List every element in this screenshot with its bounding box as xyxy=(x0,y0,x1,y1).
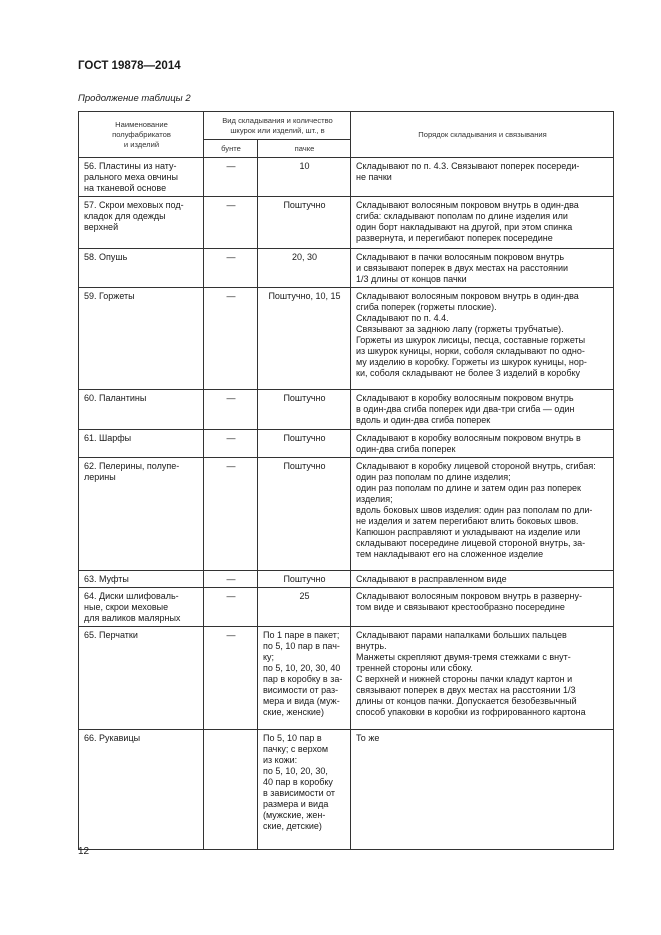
cell-pack-line: 20, 30 xyxy=(291,252,318,262)
cell-pack-line: По 5, 10 пар в xyxy=(263,733,322,743)
cell-order-line: один борт накладывают на другой, при этом спинка xyxy=(356,222,573,232)
cell-order-line: С верхней и нижней стороны пачки кладут картон и xyxy=(356,674,573,684)
cell-pack-line: (мужские, жен- xyxy=(263,810,326,820)
cell-name-line: 60. Палантины xyxy=(84,393,147,403)
cell-order-line: Складывают парами напалками больших пальцев xyxy=(356,630,567,640)
cell-name-line: 56. Пластины из нату- xyxy=(84,161,177,171)
cell-bundle: — xyxy=(204,430,258,458)
cell-name xyxy=(79,627,204,730)
cell-order xyxy=(351,390,614,430)
cell-pack-line: висимости от раз- xyxy=(263,685,339,695)
cell-order-line: развернута, и перегибают поперек посередине xyxy=(356,233,553,243)
cell-bundle: — xyxy=(204,158,258,197)
cell-pack-line: Поштучно, 10, 15 xyxy=(268,291,341,301)
cell-order-line: 1/3 длины от концов пачки xyxy=(356,274,467,284)
cell-order xyxy=(351,158,614,197)
cell-order xyxy=(351,430,614,458)
cell-name xyxy=(79,571,204,588)
table-row xyxy=(79,571,614,588)
cell-pack-line: в зависимости от xyxy=(263,788,336,798)
cell-name-line: 66. Рукавицы xyxy=(84,733,141,743)
cell-order-line: и связывают поперек в двух местах на расстоянии xyxy=(356,263,569,273)
cell-pack-line: По 1 паре в пакет; xyxy=(263,630,340,640)
cell-order-line: Складывают волосяным покровом внутрь в один-два xyxy=(356,200,579,210)
cell-pack-line: ку; xyxy=(263,652,275,662)
cell-name-line: лерины xyxy=(84,472,116,482)
cell-order-line: один раз пополам по длине и затем один раз поперек xyxy=(356,483,581,493)
header-name: Наименование полуфабрикатов и изделий xyxy=(79,112,204,158)
cell-name-line: 61. Шарфы xyxy=(84,433,132,443)
cell-name-line: рального меха овчины xyxy=(84,172,178,182)
cell-name-line: кладок для одежды xyxy=(84,211,166,221)
cell-pack-line: Поштучно xyxy=(283,200,326,210)
cell-pack-line: мера и вида (муж- xyxy=(263,696,340,706)
cell-order-line: складывают посередине лицевой стороной внутрь, за- xyxy=(356,538,586,548)
cell-name-line: 65. Перчатки xyxy=(84,630,138,640)
table-row xyxy=(79,627,614,730)
document-code: ГОСТ 19878—2014 xyxy=(78,60,181,72)
header-pack: пачке xyxy=(258,140,351,158)
cell-bundle: — xyxy=(204,627,258,730)
cell-order-line: из шкурок куницы, норки, соболя складывают по одно- xyxy=(356,346,585,356)
table-caption: Продолжение таблицы 2 xyxy=(78,93,191,104)
cell-pack xyxy=(258,571,351,588)
cell-bundle: — xyxy=(204,249,258,288)
cell-order xyxy=(351,571,614,588)
cell-pack-line: Поштучно xyxy=(283,433,326,443)
cell-order-line: связывают поперек в двух местах на расстоянии 1/3 xyxy=(356,685,576,695)
cell-pack-line: по 5, 10, 20, 30, 40 xyxy=(263,663,341,673)
cell-pack-line: 25 xyxy=(299,591,310,601)
cell-order-line: Капюшон расправляют и укладывают на изделие или xyxy=(356,527,581,537)
cell-order xyxy=(351,458,614,571)
cell-order-line: длины от концов пачки. Допускается безобезвычный xyxy=(356,696,577,706)
cell-pack-line: по 5, 10, 20, 30, xyxy=(263,766,328,776)
cell-pack xyxy=(258,730,351,850)
cell-order xyxy=(351,249,614,288)
cell-name-line: на тканевой основе xyxy=(84,183,167,193)
cell-bundle xyxy=(204,730,258,850)
cell-order xyxy=(351,730,614,850)
cell-name-line: для валиков малярных xyxy=(84,613,181,623)
cell-name xyxy=(79,430,204,458)
cell-name xyxy=(79,588,204,627)
cell-order-line: му изделию в коробку. Горжеты из шкурок куницы, нор- xyxy=(356,357,587,367)
cell-order-line: вдоль и один-два сгиба поперек xyxy=(356,415,491,425)
table-row xyxy=(79,730,614,850)
cell-order-line: Складывают волосяным покровом внутрь в разверну- xyxy=(356,591,582,601)
cell-order-line: в один-два сгиба поперек иди два-три сгиба — один xyxy=(356,404,575,414)
cell-name-line: ные, скрои меховые xyxy=(84,602,169,612)
cell-pack-line: Поштучно xyxy=(283,393,326,403)
cell-pack xyxy=(258,249,351,288)
cell-bundle: — xyxy=(204,390,258,430)
cell-order-line: Складывают в коробку лицевой стороной внутрь, сгибая: xyxy=(356,461,596,471)
table-row xyxy=(79,197,614,249)
cell-order-line: Складывают по п. 4.3. Связывают поперек посереди- xyxy=(356,161,580,171)
cell-pack xyxy=(258,588,351,627)
cell-order-line: не изделия и затем перегибают влить боковых швов. xyxy=(356,516,579,526)
cell-order xyxy=(351,588,614,627)
table-row xyxy=(79,588,614,627)
cell-order-line: Складывают в пачки волосяным покровом внутрь xyxy=(356,252,565,262)
cell-pack-line: размера и вида xyxy=(263,799,329,809)
cell-pack xyxy=(258,627,351,730)
cell-pack-line: пар в коробку в за- xyxy=(263,674,343,684)
cell-pack-line: по 5, 10 пар в пач- xyxy=(263,641,340,651)
header-group: Вид складывания и количество шкурок или изделий, шт., в xyxy=(204,112,351,140)
cell-pack-line: 10 xyxy=(299,161,310,171)
cell-pack xyxy=(258,430,351,458)
cell-order-line: тренней стороны или сбоку. xyxy=(356,663,473,673)
cell-pack-line: ские, детские) xyxy=(263,821,322,831)
cell-order-line: тем накладывают его на сложенное изделие xyxy=(356,549,544,559)
cell-pack-line: 40 пар в коробку xyxy=(263,777,333,787)
folding-table xyxy=(78,111,614,850)
cell-pack xyxy=(258,197,351,249)
cell-pack-line: пачку; с верхом xyxy=(263,744,329,754)
cell-name-line: 63. Муфты xyxy=(84,574,129,584)
cell-order-line: изделия; xyxy=(356,494,393,504)
cell-name-line: 62. Пелерины, полупе- xyxy=(84,461,180,471)
cell-order-line: не пачки xyxy=(356,172,392,182)
cell-order-line: Складывают в коробку волосяным покровом внутрь в xyxy=(356,433,581,443)
cell-name-line: 64. Диски шлифоваль- xyxy=(84,591,179,601)
cell-name xyxy=(79,197,204,249)
cell-name-line: 59. Горжеты xyxy=(84,291,135,301)
cell-bundle: — xyxy=(204,197,258,249)
cell-pack-line: ские, женские) xyxy=(263,707,324,717)
cell-pack xyxy=(258,390,351,430)
table-row xyxy=(79,430,614,458)
cell-order-line: ки, соболя складывают не более 3 изделий в коробку xyxy=(356,368,581,378)
table-row xyxy=(79,458,614,571)
cell-name xyxy=(79,158,204,197)
cell-name-line: 58. Опушь xyxy=(84,252,128,262)
cell-order-line: Складывают волосяным покровом внутрь в один-два xyxy=(356,291,579,301)
cell-order-line: вдоль боковых швов изделия: один раз пополам по дли- xyxy=(356,505,593,515)
cell-pack-line: из кожи: xyxy=(263,755,298,765)
cell-bundle: — xyxy=(204,288,258,390)
cell-order xyxy=(351,197,614,249)
cell-name-line: 57. Скрои меховых под- xyxy=(84,200,184,210)
cell-order xyxy=(351,627,614,730)
cell-name xyxy=(79,730,204,850)
cell-bundle: — xyxy=(204,571,258,588)
cell-order-line: То же xyxy=(356,733,380,743)
cell-name xyxy=(79,390,204,430)
cell-order-line: один раз пополам по длине изделия; xyxy=(356,472,511,482)
cell-name xyxy=(79,458,204,571)
cell-order-line: Горжеты из шкурок лисицы, песца, составные горжеты xyxy=(356,335,586,345)
cell-order-line: Складывают по п. 4.4. xyxy=(356,313,449,323)
table-row xyxy=(79,390,614,430)
table-row xyxy=(79,288,614,390)
cell-pack xyxy=(258,158,351,197)
cell-pack-line: Поштучно xyxy=(283,574,326,584)
cell-order-line: способ упаковки в коробки из гофрированного картона xyxy=(356,707,586,717)
cell-order-line: Манжеты скрепляют двумя-тремя стежками с внут- xyxy=(356,652,571,662)
cell-bundle: — xyxy=(204,458,258,571)
cell-order-line: сгиба поперек (горжеты плоские). xyxy=(356,302,497,312)
cell-order-line: Складывают в коробку волосяным покровом внутрь xyxy=(356,393,574,403)
cell-order-line: Связывают за заднюю лапу (горжеты трубчатые). xyxy=(356,324,564,334)
page-number: 12 xyxy=(78,846,90,857)
cell-order-line: внутрь. xyxy=(356,641,387,651)
cell-pack xyxy=(258,458,351,571)
cell-pack-line: Поштучно xyxy=(283,461,326,471)
cell-order-line: Складывают в расправленном виде xyxy=(356,574,507,584)
header-bundle: бунте xyxy=(204,140,258,158)
table-row xyxy=(79,158,614,197)
cell-pack xyxy=(258,288,351,390)
cell-order-line: сгиба: складывают пополам по длине изделия или xyxy=(356,211,568,221)
cell-order-line: том виде и связывают крестообразно посередине xyxy=(356,602,565,612)
cell-bundle: — xyxy=(204,588,258,627)
cell-order xyxy=(351,288,614,390)
cell-name-line: верхней xyxy=(84,222,119,232)
cell-order-line: один-два сгиба поперек xyxy=(356,444,456,454)
cell-name xyxy=(79,288,204,390)
cell-name xyxy=(79,249,204,288)
header-order: Порядок складывания и связывания xyxy=(351,112,614,158)
table-row xyxy=(79,249,614,288)
